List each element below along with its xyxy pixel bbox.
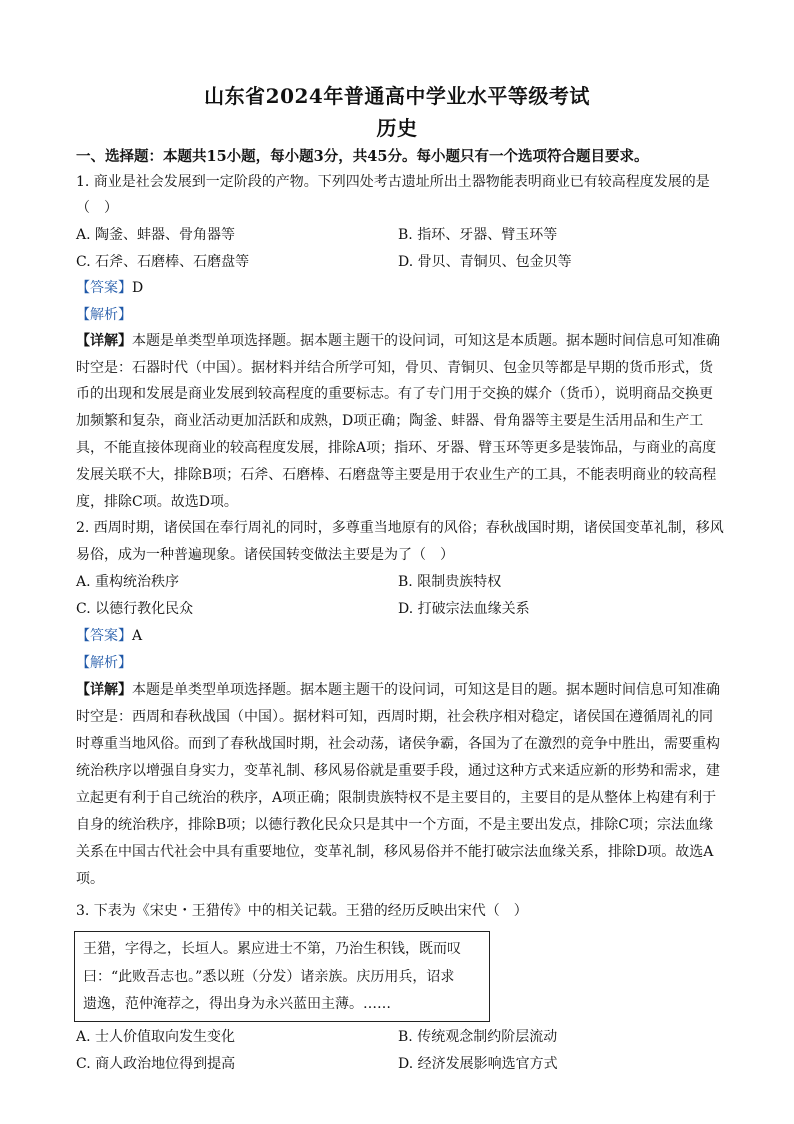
q1-detail-line-6: 发展关联不大，排除B项；石斧、石磨棒、石磨盘等主要是用于农业生产的工具，不能表明商业的较高程 [76,467,717,483]
q3-quote-line-2: 曰：“此败吾志也。”悉以班（分发）诸亲族。庆历用兵，诏求 [83,969,455,985]
q3-option-a: A. 士人价值取向发生变化 [76,1029,236,1045]
q2-answer-value: A [132,628,143,644]
q1-detail-text-1: 本题是单类型单项选择题。据本题主题干的设问词，可知这是本质题。据本题时间信息可知准确 [132,333,720,349]
q2-stem-line-2: 易俗，成为一种普遍现象。诸侯国转变做法主要是为了（ ） [76,547,454,563]
q1-answer [76,277,143,297]
q2-analysis-tag: 【解析】 [76,655,132,671]
q1-answer-value: D [132,280,144,296]
q2-option-a: A. 重构统治秩序 [76,574,180,590]
q3-quote-line-1: 王猎，字得之，长垣人。累应进士不第，乃治生积钱，既而叹 [83,941,461,957]
q2-answer [76,625,142,645]
q2-detail-line-6: 自身的统治秩序，排除B项；以德行教化民众只是其中一个方面，不是主要出发点，排除C项；宗法血缘 [76,817,713,833]
q1-option-b: B. 指环、牙器、臂玉环等 [398,227,558,243]
answer-tag: 【答案】 [76,628,132,644]
exam-title: 山东省2024年普通高中学业水平等级考试 [204,84,590,108]
q3-option-b: B. 传统观念制约阶层流动 [398,1029,558,1045]
q3-quote-line-3: 遗逸，范仲淹荐之，得出身为永兴蓝田主薄。…… [83,996,391,1012]
subject-title: 历史 [376,116,418,140]
q1-detail-line-1 [76,330,720,350]
q2-detail-text-1: 本题是单类型单项选择题。据本题主题干的设问词，可知这是目的题。据本题时间信息可知准确 [132,682,720,698]
section-heading: 一、选择题：本题共15小题，每小题3分，共45分。每小题只有一个选项符合题目要求。 [76,148,649,165]
q1-detail-line-2: 时空是：石器时代（中国）。据材料并结合所学可知，骨贝、青铜贝、包金贝等都是早期的货币形式，货 [76,360,713,376]
q3-stem-line-1: 3. 下表为《宋史・王猎传》中的相关记载。王猎的经历反映出宋代（ ） [76,903,528,919]
q1-detail-line-7: 度，排除C项。故选D项。 [76,494,238,510]
q2-detail-line-8: 项。 [76,871,104,887]
q1-detail-line-4: 加频繁和复杂，商业活动更加活跃和成熟，D项正确；陶釜、蚌器、骨角器等主要是生活用品和生产工 [76,413,704,429]
q2-detail-line-5: 立起更有利于自己统治的秩序，A项正确；限制贵族特权不是主要目的，主要目的是从整体上构建有利于 [76,790,717,806]
q1-stem-line-1: 1. 商业是社会发展到一定阶段的产物。下列四处考古遗址所出土器物能表明商业已有较高程度发展的是 [76,174,710,190]
q1-option-a: A. 陶釜、蚌器、骨角器等 [76,227,236,243]
q2-stem-line-1: 2. 西周时期，诸侯国在奉行周礼的同时，多尊重当地原有的风俗；春秋战国时期，诸侯国变革礼制，移风 [76,520,724,536]
q1-detail-line-5: 具，不能直接体现商业的较高程度发展，排除A项；指环、牙器、臂玉环等更多是装饰品，与商业的高度 [76,440,717,456]
q3-quote-box [74,931,490,1022]
q1-stem-line-2: （ ） [76,200,118,216]
q1-option-c: C. 石斧、石磨棒、石磨盘等 [76,254,250,270]
q2-option-c: C. 以德行教化民众 [76,601,194,617]
detail-tag: 【详解】 [76,682,132,698]
detail-tag: 【详解】 [76,333,132,349]
q1-option-d: D. 骨贝、青铜贝、包金贝等 [398,254,572,270]
q3-option-c: C. 商人政治地位得到提高 [76,1056,236,1072]
q2-option-d: D. 打破宗法血缘关系 [398,601,530,617]
q1-detail-line-3: 币的出现和发展是商业发展到较高程度的重要标志。有了专门用于交换的媒介（货币），说明商品交换更 [76,386,713,402]
q2-detail-line-2: 时空是：西周和春秋战国（中国）。据材料可知，西周时期，社会秩序相对稳定，诸侯国在遵循周礼的同 [76,709,713,725]
q3-option-d: D. 经济发展影响选官方式 [398,1056,558,1072]
q2-detail-line-1 [76,679,720,699]
q2-detail-line-4: 统治秩序以增强自身实力，变革礼制、移风易俗就是重要手段，通过这种方式来适应新的形势和需求，建 [76,763,720,779]
q2-option-b: B. 限制贵族特权 [398,574,502,590]
answer-tag: 【答案】 [76,280,132,296]
q2-detail-line-3: 时尊重当地风俗。而到了春秋战国时期，社会动荡，诸侯争霸，各国为了在激烈的竞争中胜出，需要重构 [76,736,720,752]
q1-analysis-tag: 【解析】 [76,307,132,323]
q2-detail-line-7: 关系在中国古代社会中具有重要地位，变革礼制，移风易俗并不能打破宗法血缘关系，排除D项。故选A [76,844,714,860]
